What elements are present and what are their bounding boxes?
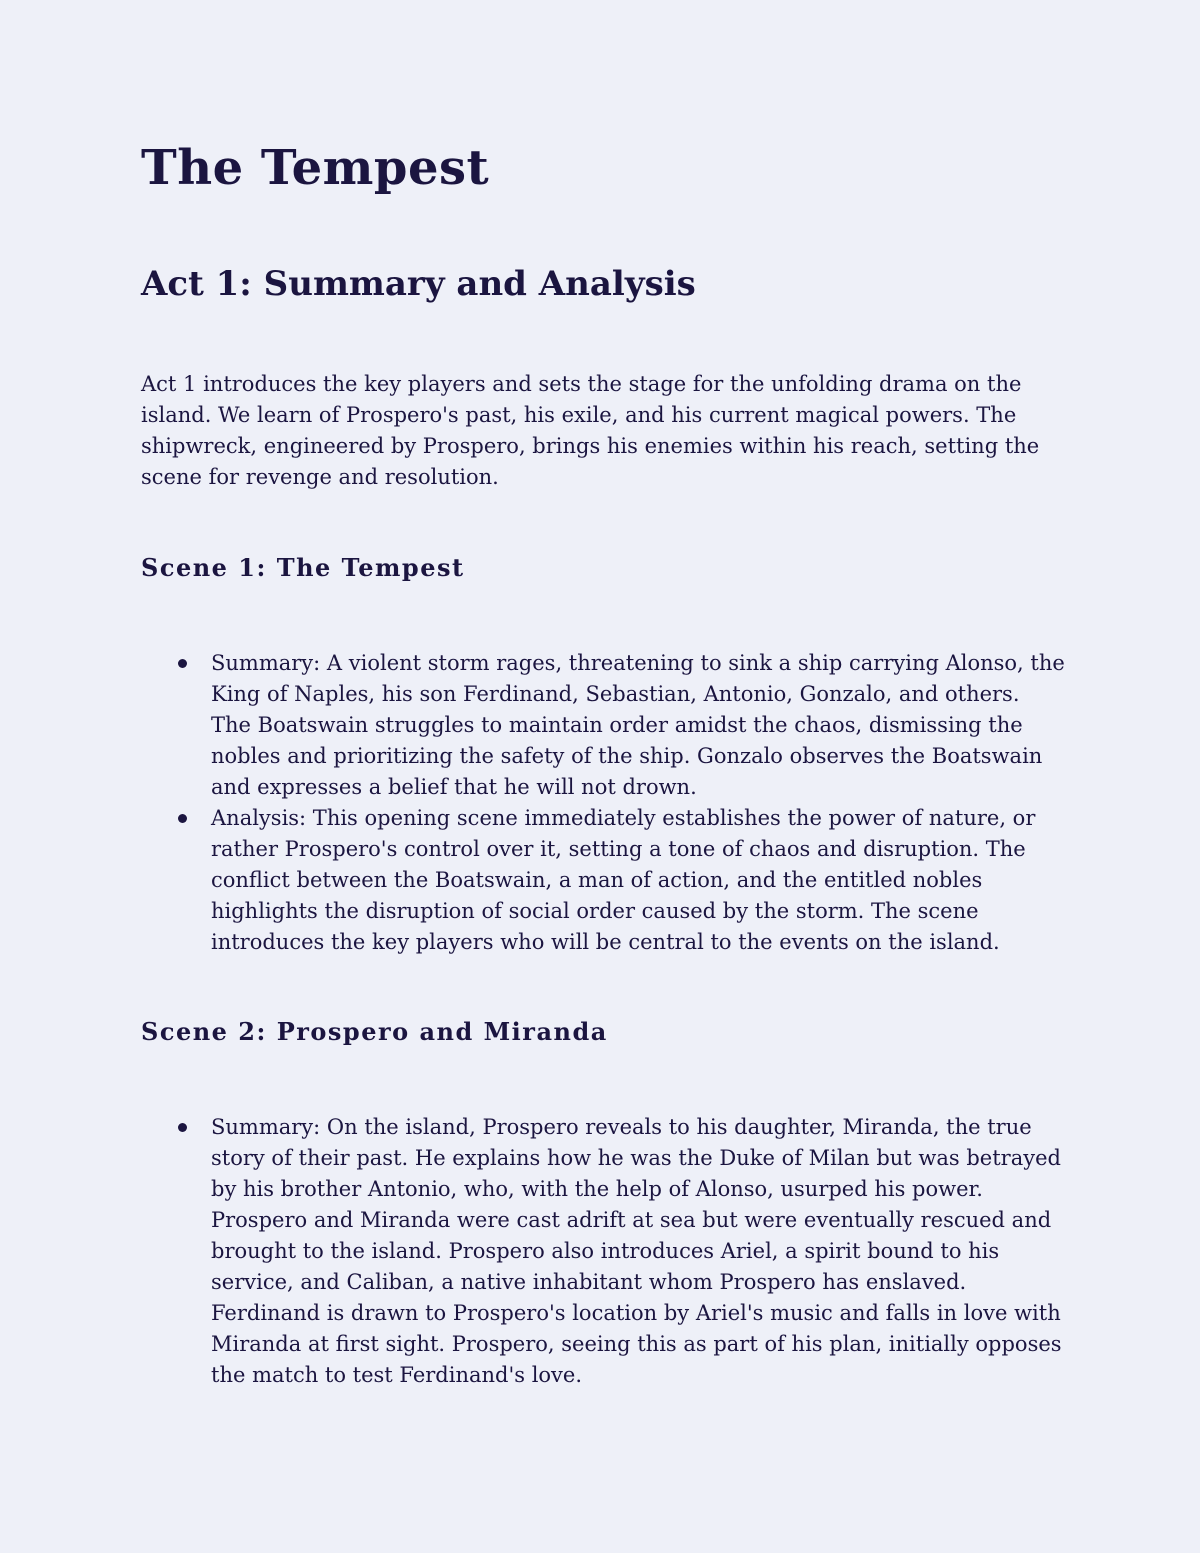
bullet-icon	[178, 814, 187, 823]
scene-2-bullet-list	[211, 1112, 1066, 1391]
scene-1-summary-item	[211, 648, 1066, 803]
scene-1-bullet-list	[211, 648, 1066, 958]
act-heading: Act 1: Summary and Analysis	[141, 264, 696, 304]
bullet-icon	[178, 1123, 187, 1132]
scene-1-analysis-text: Analysis: This opening scene immediately establishes the power of nature, or rather Prospero's control over it, setting a tone of chaos and disruption. The conflict between the Boatswain, a man of action, and the entitled nobles highlights the disruption of social order caused by the storm. The scene introduces the key players who will be central to the events on the island.	[211, 806, 1036, 954]
scene-2-heading: Scene 2: Prospero and Miranda	[141, 1017, 608, 1046]
document-title: The Tempest	[141, 140, 490, 196]
bullet-icon	[178, 659, 187, 668]
scene-1-summary-text: Summary: A violent storm rages, threatening to sink a ship carrying Alonso, the King of Naples, his son Ferdinand, Sebastian, Antonio, Gonzalo, and others. The Boatswain struggles to maintain order amidst the chaos, dismissing the nobles and prioritizing the safety of the ship. Gonzalo observes the Boatswain and expresses a belief that he will not drown.	[211, 651, 1065, 799]
scene-1-heading: Scene 1: The Tempest	[141, 553, 465, 582]
scene-2-summary-text: Summary: On the island, Prospero reveals to his daughter, Miranda, the true story of their past. He explains how he was the Duke of Milan but was betrayed by his brother Antonio, who, with the help of Alonso, usurped his power. Prospero and Miranda were cast adrift at sea but were eventually rescued and brought to the island. Prospero also introduces Ariel, a spirit bound to his service, and Caliban, a native inhabitant whom Prospero has enslaved. Ferdinand is drawn to Prospero's location by Ariel's music and falls in love with Miranda at first sight. Prospero, seeing this as part of his plan, initially opposes the match to test Ferdinand's love.	[211, 1115, 1062, 1387]
scene-1-analysis-item	[211, 803, 1066, 958]
intro-paragraph: Act 1 introduces the key players and sets the stage for the unfolding drama on the island. We learn of Prospero's past, his exile, and his current magical powers. The shipwreck, engineered by Prospero, brings his enemies within his reach, setting the scene for revenge and resolution.	[141, 372, 1040, 489]
scene-2-summary-item	[211, 1112, 1066, 1391]
